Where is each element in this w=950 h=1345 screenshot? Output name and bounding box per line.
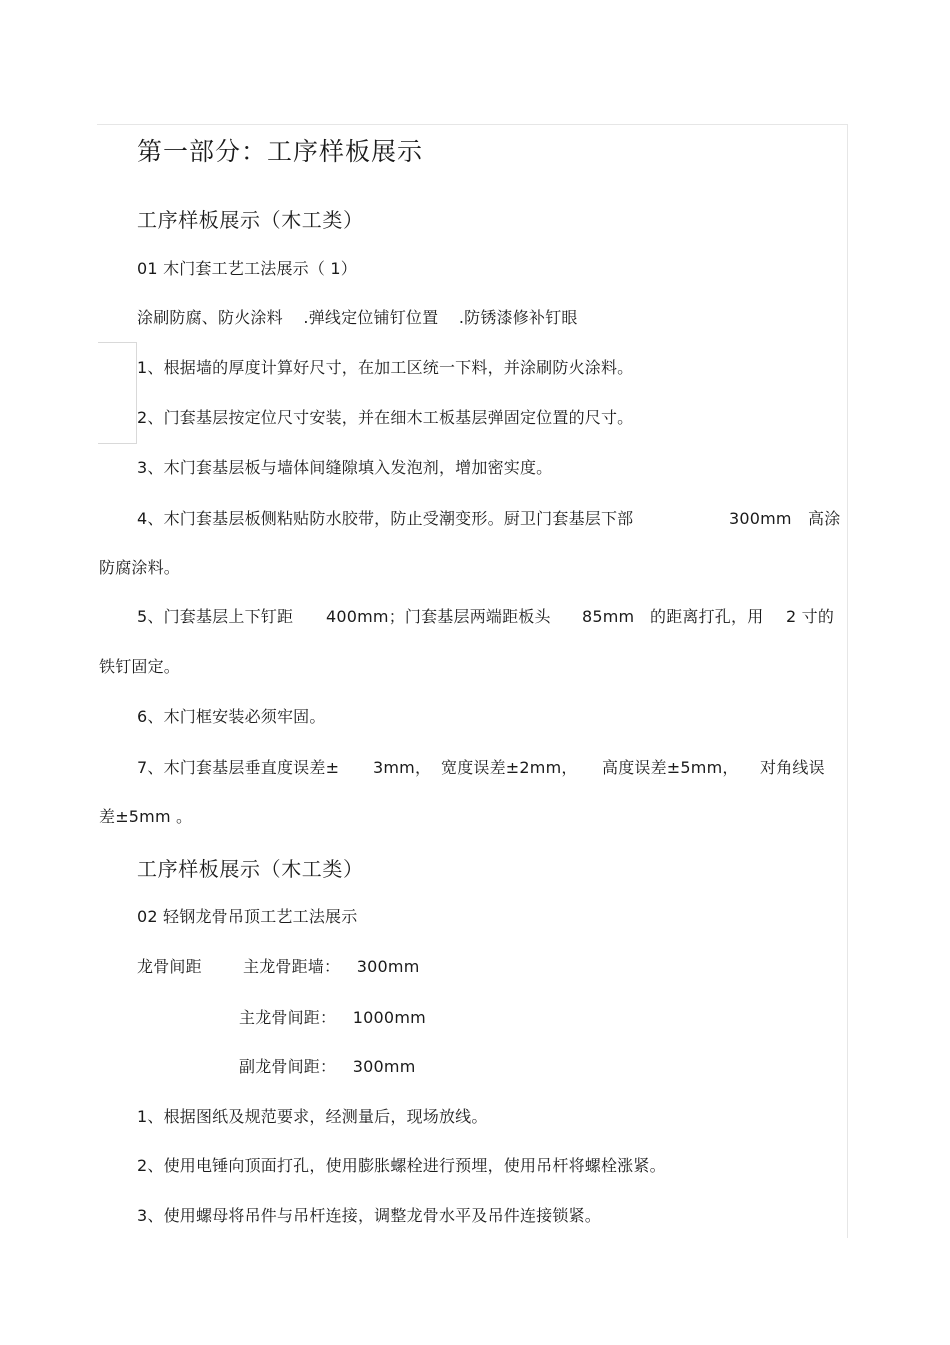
step-5-distance: 85mm — [582, 607, 635, 626]
intro-item-1: 涂刷防腐、防火涂料 — [137, 308, 283, 327]
step-7-text: 7、木门套基层垂直度误差± — [137, 758, 340, 777]
step-5-nail: 2 寸的 — [786, 607, 835, 626]
section1-subtitle-text: 木门套工艺工法展示（ — [163, 259, 326, 278]
section1-subtitle — [137, 258, 357, 280]
spacing-row-3-value: 300mm — [352, 1057, 416, 1076]
step-4-measure: 300mm — [729, 509, 792, 528]
intro-item-2: .弹线定位铺钉位置 — [303, 308, 439, 327]
spacing-row-1 — [243, 956, 420, 978]
step-3: 3、木门套基层板与墙体间缝隙填入发泡剂，增加密实度。 — [137, 458, 553, 477]
step-4-text: 4、木门套基层板侧粘贴防水胶带，防止受潮变形。厨卫门套基层下部 — [137, 509, 634, 528]
page-border-top — [97, 124, 848, 125]
step-7-vertical: 3mm， — [373, 758, 432, 777]
section2-step-3: 3、使用螺母将吊件与吊杆连接，调整龙骨水平及吊件连接锁紧。 — [137, 1206, 601, 1225]
spacing-row-3 — [239, 1056, 416, 1078]
section1-subtitle-code: 01 — [137, 259, 158, 278]
step-6: 6、木门框安装必须牢固。 — [137, 707, 326, 726]
step-4-tail: 高涂 — [808, 509, 841, 528]
section2-subtitle: 02 轻钢龙骨吊顶工艺工法展示 — [137, 907, 358, 926]
step-5-cont: 铁钉固定。 — [99, 657, 181, 676]
section1-heading: 工序样板展示（木工类） — [137, 208, 364, 232]
section1-intro — [137, 307, 578, 329]
margin-bracket — [98, 342, 137, 444]
step-7-cont: 差±5mm 。 — [99, 807, 193, 826]
step-4 — [137, 508, 633, 530]
section2-step-1: 1、根据图纸及规范要求，经测量后，现场放线。 — [137, 1107, 488, 1126]
step-5-drill: 的距离打孔，用 — [650, 607, 764, 626]
page-border-right — [847, 124, 848, 1238]
section1-subtitle-num: 1） — [330, 259, 357, 278]
step-5-spacing: 400mm；门套基层两端距板头 — [326, 607, 551, 626]
spacing-row-1-label: 主龙骨距墙： — [243, 957, 341, 976]
step-7-height: 高度误差±5mm， — [602, 758, 739, 777]
part-title: 第一部分：工序样板展示 — [137, 137, 424, 166]
step-7-diagonal: 对角线误 — [760, 758, 825, 777]
step-2: 2、门套基层按定位尺寸安装，并在细木工板基层弹固定位置的尺寸。 — [137, 408, 634, 427]
step-4-cont: 防腐涂料。 — [99, 558, 181, 577]
intro-item-3: .防锈漆修补钉眼 — [458, 308, 578, 327]
section2-step-2: 2、使用电锤向顶面打孔，使用膨胀螺栓进行预埋，使用吊杆将螺栓涨紧。 — [137, 1156, 666, 1175]
step-1: 1、根据墙的厚度计算好尺寸，在加工区统一下料，并涂刷防火涂料。 — [137, 358, 634, 377]
step-5-text: 5、门套基层上下钉距 — [137, 607, 294, 626]
spacing-label: 龙骨间距 — [137, 957, 202, 976]
section2-heading: 工序样板展示（木工类） — [137, 857, 364, 881]
spacing-row-3-label: 副龙骨间距： — [239, 1057, 337, 1076]
spacing-row-2-label: 主龙骨间距： — [239, 1008, 337, 1027]
spacing-row-2-value: 1000mm — [352, 1008, 426, 1027]
step-7-width: 宽度误差±2mm， — [441, 758, 578, 777]
spacing-row-1-value: 300mm — [356, 957, 420, 976]
spacing-row-2 — [239, 1007, 426, 1029]
